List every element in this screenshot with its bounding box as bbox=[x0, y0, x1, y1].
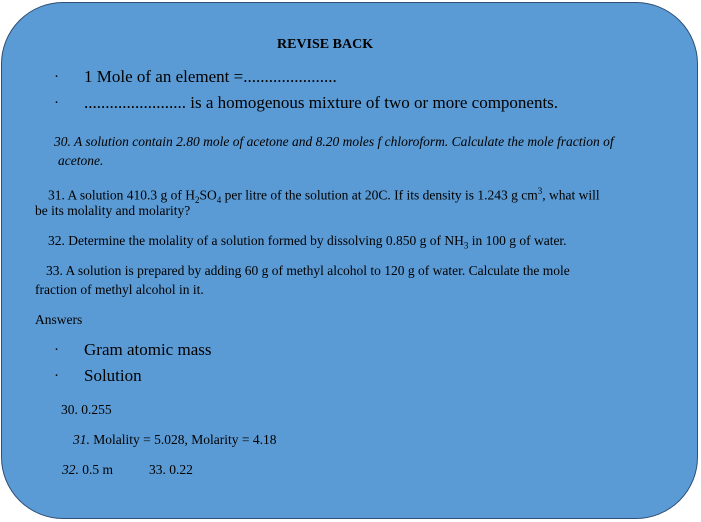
question-32: 32. Determine the molality of a solution formed by dissolving 0.850 g of $NH_3$ in 100 g of water. bbox=[48, 233, 567, 251]
answer-number: 32. bbox=[62, 462, 79, 477]
answer-32 bbox=[62, 460, 113, 479]
question-30 bbox=[54, 132, 614, 151]
question-33: 33. A solution is prepared by adding 60 g of methyl alcohol to 120 g of water. Calculate the mole bbox=[46, 263, 570, 278]
card-title: REVISE BACK bbox=[277, 37, 374, 52]
answer-33: 33. 0.22 bbox=[149, 462, 193, 477]
answers-heading: Answers bbox=[35, 312, 83, 327]
answer-30: 30. 0.255 bbox=[61, 402, 112, 417]
answer-text: Molality = 5.028, Molarity = 4.18 bbox=[93, 432, 277, 447]
answer-bullet-marker: · bbox=[54, 342, 59, 358]
answer-number: 31. bbox=[73, 432, 90, 447]
answer-text: 0.5 m bbox=[82, 462, 114, 477]
answer-gram-atomic-mass: Gram atomic mass bbox=[84, 340, 212, 359]
answer-bullet-marker: · bbox=[54, 368, 59, 384]
revision-card bbox=[1, 2, 698, 519]
question-31: 31. A solution 410.3 g of $H_2SO_4$ per litre of the solution at 20C. If its density is 1.243 g $cm^3$, what will bbox=[48, 186, 600, 206]
bullet-marker: · bbox=[54, 95, 59, 111]
answer-31 bbox=[73, 430, 276, 449]
question-number: 33. bbox=[46, 263, 63, 278]
question-33-continued: fraction of methyl alcohol in it. bbox=[35, 282, 204, 297]
answer-solution: Solution bbox=[84, 366, 142, 385]
question-number: 31. bbox=[48, 187, 65, 203]
bullet-solution-definition: ........................ is a homogenous mixture of two or more components. bbox=[84, 93, 559, 112]
question-number: 32. bbox=[48, 233, 65, 248]
bullet-mole-definition: 1 Mole of an element =...................... bbox=[84, 67, 337, 86]
bullet-marker: · bbox=[54, 69, 59, 85]
question-31-continued: be its molality and molarity? bbox=[35, 203, 191, 218]
question-number: 30. bbox=[54, 134, 71, 149]
question-30-continued: acetone. bbox=[58, 153, 104, 168]
question-text: A solution contain 2.80 mole of acetone and 8.20 moles f chloroform. Calculate the mole fraction of bbox=[74, 134, 614, 149]
